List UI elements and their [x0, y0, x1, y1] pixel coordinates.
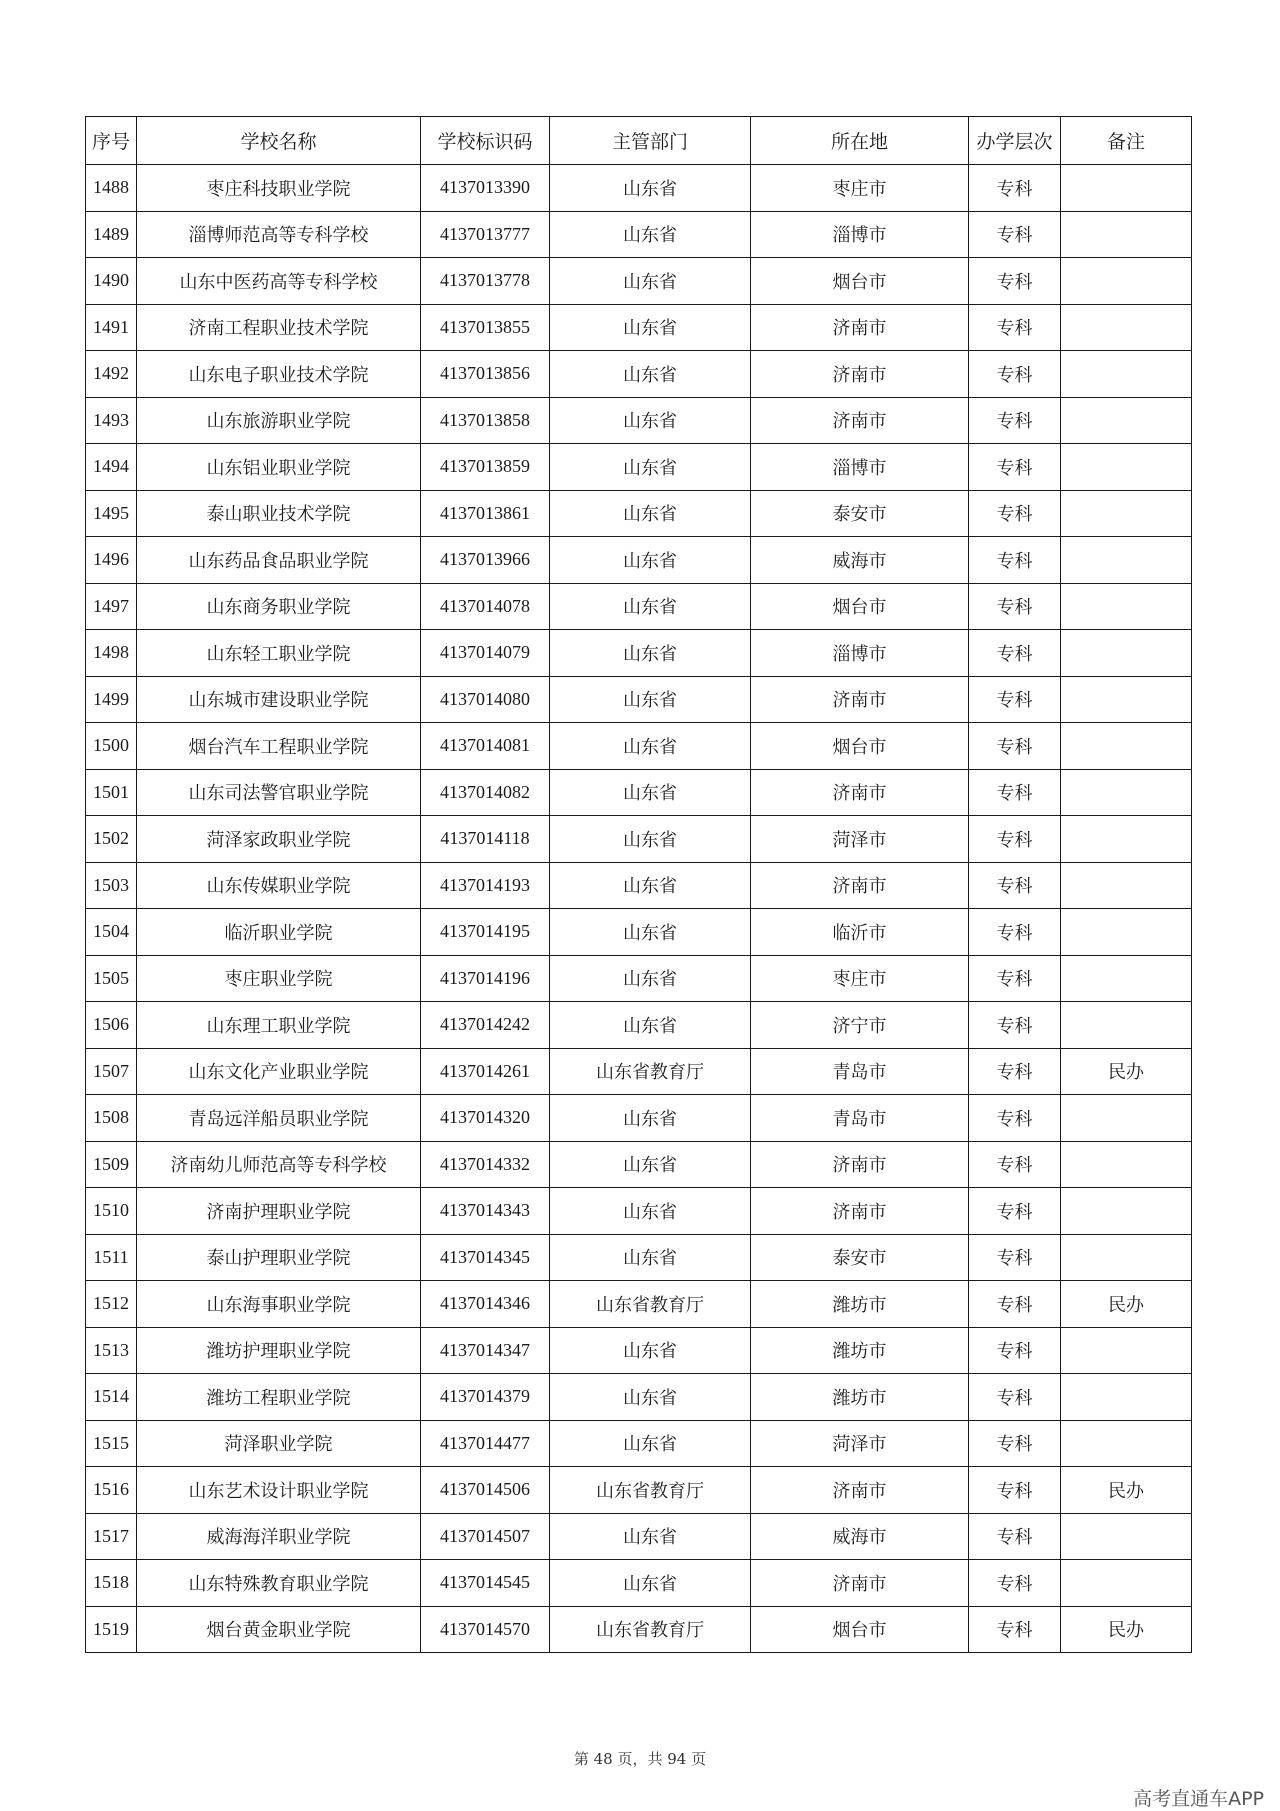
cell-school-name: 山东药品食品职业学院 [137, 537, 421, 584]
cell-level: 专科 [969, 1281, 1061, 1328]
cell-location: 济南市 [751, 1188, 969, 1235]
cell-school-code: 4137013777 [421, 211, 550, 258]
cell-department: 山东省 [550, 1513, 751, 1560]
cell-school-name: 淄博师范高等专科学校 [137, 211, 421, 258]
cell-level: 专科 [969, 1420, 1061, 1467]
cell-note: 民办 [1061, 1467, 1192, 1514]
cell-note [1061, 1234, 1192, 1281]
cell-school-name: 临沂职业学院 [137, 909, 421, 956]
cell-school-name: 山东轻工职业学院 [137, 630, 421, 677]
cell-location: 烟台市 [751, 583, 969, 630]
cell-school-code: 4137013778 [421, 258, 550, 305]
table-body [86, 165, 1192, 1653]
cell-school-code: 4137014332 [421, 1141, 550, 1188]
table-row [86, 816, 1192, 863]
cell-level: 专科 [969, 1467, 1061, 1514]
cell-level: 专科 [969, 397, 1061, 444]
cell-department: 山东省 [550, 211, 751, 258]
cell-school-code: 4137014477 [421, 1420, 550, 1467]
cell-level: 专科 [969, 211, 1061, 258]
cell-school-code: 4137014379 [421, 1374, 550, 1421]
cell-school-code: 4137014080 [421, 676, 550, 723]
table-row [86, 1234, 1192, 1281]
cell-department: 山东省教育厅 [550, 1606, 751, 1653]
cell-level: 专科 [969, 1234, 1061, 1281]
cell-department: 山东省 [550, 909, 751, 956]
cell-location: 潍坊市 [751, 1281, 969, 1328]
cell-note [1061, 723, 1192, 770]
cell-department: 山东省 [550, 723, 751, 770]
table-row [86, 1606, 1192, 1653]
table-row [86, 1327, 1192, 1374]
cell-school-code: 4137013855 [421, 304, 550, 351]
cell-department: 山东省 [550, 769, 751, 816]
header-school-name: 学校名称 [137, 117, 421, 165]
cell-school-code: 4137014507 [421, 1513, 550, 1560]
cell-note: 民办 [1061, 1606, 1192, 1653]
cell-school-name: 潍坊护理职业学院 [137, 1327, 421, 1374]
table-row [86, 258, 1192, 305]
cell-school-code: 4137014570 [421, 1606, 550, 1653]
cell-seq: 1502 [86, 816, 137, 863]
cell-location: 泰安市 [751, 1234, 969, 1281]
cell-location: 威海市 [751, 1513, 969, 1560]
table-row [86, 909, 1192, 956]
cell-seq: 1494 [86, 444, 137, 491]
cell-location: 济南市 [751, 769, 969, 816]
cell-school-name: 济南护理职业学院 [137, 1188, 421, 1235]
cell-school-code: 4137014545 [421, 1560, 550, 1607]
cell-school-code: 4137014320 [421, 1095, 550, 1142]
cell-school-code: 4137014196 [421, 955, 550, 1002]
cell-seq: 1498 [86, 630, 137, 677]
cell-location: 泰安市 [751, 490, 969, 537]
header-level: 办学层次 [969, 117, 1061, 165]
cell-department: 山东省 [550, 1374, 751, 1421]
table-row [86, 769, 1192, 816]
cell-note [1061, 955, 1192, 1002]
cell-school-name: 山东铝业职业学院 [137, 444, 421, 491]
cell-school-code: 4137013858 [421, 397, 550, 444]
cell-note [1061, 304, 1192, 351]
cell-school-code: 4137014261 [421, 1048, 550, 1095]
cell-school-name: 枣庄职业学院 [137, 955, 421, 1002]
cell-department: 山东省 [550, 490, 751, 537]
cell-seq: 1503 [86, 862, 137, 909]
cell-seq: 1511 [86, 1234, 137, 1281]
cell-seq: 1509 [86, 1141, 137, 1188]
table-row [86, 211, 1192, 258]
table-row [86, 537, 1192, 584]
table-row [86, 676, 1192, 723]
table-row [86, 397, 1192, 444]
cell-school-code: 4137014118 [421, 816, 550, 863]
cell-location: 青岛市 [751, 1095, 969, 1142]
cell-department: 山东省 [550, 1234, 751, 1281]
cell-school-code: 4137014343 [421, 1188, 550, 1235]
cell-school-code: 4137014506 [421, 1467, 550, 1514]
cell-level: 专科 [969, 955, 1061, 1002]
table-row [86, 1095, 1192, 1142]
table-row [86, 444, 1192, 491]
cell-department: 山东省 [550, 444, 751, 491]
cell-level: 专科 [969, 537, 1061, 584]
cell-level: 专科 [969, 1141, 1061, 1188]
cell-school-name: 菏泽家政职业学院 [137, 816, 421, 863]
table-row [86, 490, 1192, 537]
cell-seq: 1490 [86, 258, 137, 305]
cell-seq: 1508 [86, 1095, 137, 1142]
cell-department: 山东省 [550, 258, 751, 305]
table-row [86, 1467, 1192, 1514]
cell-school-name: 潍坊工程职业学院 [137, 1374, 421, 1421]
table-row [86, 1560, 1192, 1607]
cell-department: 山东省教育厅 [550, 1467, 751, 1514]
cell-seq: 1493 [86, 397, 137, 444]
header-seq: 序号 [86, 117, 137, 165]
cell-school-name: 山东特殊教育职业学院 [137, 1560, 421, 1607]
cell-location: 济南市 [751, 304, 969, 351]
cell-school-name: 山东文化产业职业学院 [137, 1048, 421, 1095]
cell-note: 民办 [1061, 1048, 1192, 1095]
cell-seq: 1492 [86, 351, 137, 398]
cell-location: 济南市 [751, 862, 969, 909]
cell-level: 专科 [969, 723, 1061, 770]
cell-department: 山东省 [550, 1560, 751, 1607]
cell-school-code: 4137014347 [421, 1327, 550, 1374]
cell-school-name: 青岛远洋船员职业学院 [137, 1095, 421, 1142]
cell-level: 专科 [969, 351, 1061, 398]
cell-level: 专科 [969, 1513, 1061, 1560]
table-row [86, 1048, 1192, 1095]
cell-level: 专科 [969, 304, 1061, 351]
cell-location: 济宁市 [751, 1002, 969, 1049]
table-row [86, 1374, 1192, 1421]
cell-note [1061, 1374, 1192, 1421]
cell-location: 济南市 [751, 397, 969, 444]
cell-level: 专科 [969, 444, 1061, 491]
cell-level: 专科 [969, 862, 1061, 909]
table-row [86, 304, 1192, 351]
cell-school-code: 4137014082 [421, 769, 550, 816]
cell-school-name: 烟台汽车工程职业学院 [137, 723, 421, 770]
cell-school-name: 威海海洋职业学院 [137, 1513, 421, 1560]
cell-school-name: 济南工程职业技术学院 [137, 304, 421, 351]
cell-department: 山东省 [550, 816, 751, 863]
cell-note [1061, 1095, 1192, 1142]
cell-school-code: 4137014195 [421, 909, 550, 956]
cell-level: 专科 [969, 165, 1061, 212]
cell-school-name: 烟台黄金职业学院 [137, 1606, 421, 1653]
cell-school-code: 4137013859 [421, 444, 550, 491]
table-row [86, 862, 1192, 909]
table-row [86, 1002, 1192, 1049]
cell-location: 淄博市 [751, 630, 969, 677]
cell-location: 菏泽市 [751, 816, 969, 863]
cell-location: 济南市 [751, 676, 969, 723]
cell-school-name: 山东城市建设职业学院 [137, 676, 421, 723]
table-row [86, 955, 1192, 1002]
cell-note [1061, 1513, 1192, 1560]
table-row [86, 1188, 1192, 1235]
cell-school-code: 4137013861 [421, 490, 550, 537]
table-row [86, 1420, 1192, 1467]
cell-note [1061, 1420, 1192, 1467]
cell-department: 山东省 [550, 1420, 751, 1467]
cell-school-name: 泰山护理职业学院 [137, 1234, 421, 1281]
header-school-code: 学校标识码 [421, 117, 550, 165]
table-header-row [86, 117, 1192, 165]
header-note: 备注 [1061, 117, 1192, 165]
cell-school-code: 4137014345 [421, 1234, 550, 1281]
school-list-table [85, 116, 1192, 1653]
cell-note [1061, 444, 1192, 491]
cell-note [1061, 816, 1192, 863]
cell-level: 专科 [969, 1188, 1061, 1235]
cell-department: 山东省教育厅 [550, 1048, 751, 1095]
table-row [86, 1281, 1192, 1328]
cell-department: 山东省 [550, 862, 751, 909]
cell-seq: 1497 [86, 583, 137, 630]
cell-note [1061, 862, 1192, 909]
page-number: 第 48 页，共 94 页 [573, 1750, 707, 1768]
cell-note [1061, 258, 1192, 305]
cell-seq: 1512 [86, 1281, 137, 1328]
cell-school-code: 4137014079 [421, 630, 550, 677]
cell-level: 专科 [969, 490, 1061, 537]
cell-school-code: 4137014193 [421, 862, 550, 909]
header-department: 主管部门 [550, 117, 751, 165]
cell-school-code: 4137014081 [421, 723, 550, 770]
cell-department: 山东省 [550, 1095, 751, 1142]
cell-seq: 1519 [86, 1606, 137, 1653]
cell-note [1061, 583, 1192, 630]
cell-seq: 1496 [86, 537, 137, 584]
cell-location: 济南市 [751, 1467, 969, 1514]
table-row [86, 1141, 1192, 1188]
table-row [86, 630, 1192, 677]
cell-level: 专科 [969, 1606, 1061, 1653]
table-row [86, 165, 1192, 212]
table-row [86, 723, 1192, 770]
cell-department: 山东省 [550, 304, 751, 351]
cell-location: 威海市 [751, 537, 969, 584]
cell-level: 专科 [969, 1327, 1061, 1374]
cell-location: 枣庄市 [751, 955, 969, 1002]
cell-department: 山东省 [550, 1002, 751, 1049]
cell-school-code: 4137013856 [421, 351, 550, 398]
cell-location: 济南市 [751, 1560, 969, 1607]
cell-note [1061, 1560, 1192, 1607]
cell-seq: 1504 [86, 909, 137, 956]
cell-department: 山东省 [550, 537, 751, 584]
cell-location: 烟台市 [751, 723, 969, 770]
cell-department: 山东省 [550, 165, 751, 212]
cell-note [1061, 397, 1192, 444]
cell-department: 山东省 [550, 1327, 751, 1374]
cell-department: 山东省 [550, 1141, 751, 1188]
cell-note [1061, 630, 1192, 677]
cell-school-name: 山东理工职业学院 [137, 1002, 421, 1049]
cell-school-name: 山东司法警官职业学院 [137, 769, 421, 816]
cell-location: 菏泽市 [751, 1420, 969, 1467]
cell-school-name: 枣庄科技职业学院 [137, 165, 421, 212]
cell-location: 潍坊市 [751, 1374, 969, 1421]
cell-note [1061, 537, 1192, 584]
cell-seq: 1505 [86, 955, 137, 1002]
cell-department: 山东省 [550, 630, 751, 677]
cell-school-code: 4137014242 [421, 1002, 550, 1049]
cell-location: 淄博市 [751, 444, 969, 491]
cell-note [1061, 769, 1192, 816]
cell-location: 济南市 [751, 351, 969, 398]
cell-department: 山东省 [550, 583, 751, 630]
table-row [86, 351, 1192, 398]
cell-school-name: 泰山职业技术学院 [137, 490, 421, 537]
cell-department: 山东省 [550, 397, 751, 444]
cell-level: 专科 [969, 630, 1061, 677]
cell-level: 专科 [969, 1002, 1061, 1049]
cell-note [1061, 676, 1192, 723]
cell-seq: 1515 [86, 1420, 137, 1467]
cell-school-name: 菏泽职业学院 [137, 1420, 421, 1467]
cell-seq: 1499 [86, 676, 137, 723]
cell-seq: 1488 [86, 165, 137, 212]
cell-seq: 1510 [86, 1188, 137, 1235]
cell-location: 临沂市 [751, 909, 969, 956]
cell-seq: 1506 [86, 1002, 137, 1049]
cell-school-name: 山东艺术设计职业学院 [137, 1467, 421, 1514]
cell-school-name: 山东海事职业学院 [137, 1281, 421, 1328]
cell-school-name: 山东中医药高等专科学校 [137, 258, 421, 305]
cell-department: 山东省教育厅 [550, 1281, 751, 1328]
cell-level: 专科 [969, 583, 1061, 630]
cell-seq: 1501 [86, 769, 137, 816]
cell-note [1061, 1141, 1192, 1188]
cell-department: 山东省 [550, 955, 751, 1002]
cell-seq: 1517 [86, 1513, 137, 1560]
cell-level: 专科 [969, 676, 1061, 723]
cell-seq: 1514 [86, 1374, 137, 1421]
cell-school-name: 山东传媒职业学院 [137, 862, 421, 909]
cell-school-code: 4137014346 [421, 1281, 550, 1328]
cell-seq: 1489 [86, 211, 137, 258]
cell-seq: 1518 [86, 1560, 137, 1607]
cell-seq: 1513 [86, 1327, 137, 1374]
cell-level: 专科 [969, 1374, 1061, 1421]
cell-seq: 1495 [86, 490, 137, 537]
cell-school-name: 山东旅游职业学院 [137, 397, 421, 444]
cell-level: 专科 [969, 909, 1061, 956]
cell-location: 潍坊市 [751, 1327, 969, 1374]
table-row [86, 1513, 1192, 1560]
cell-level: 专科 [969, 769, 1061, 816]
cell-note [1061, 1327, 1192, 1374]
cell-location: 淄博市 [751, 211, 969, 258]
cell-level: 专科 [969, 1560, 1061, 1607]
cell-seq: 1491 [86, 304, 137, 351]
cell-level: 专科 [969, 1048, 1061, 1095]
cell-school-name: 山东商务职业学院 [137, 583, 421, 630]
cell-location: 烟台市 [751, 258, 969, 305]
cell-seq: 1516 [86, 1467, 137, 1514]
cell-level: 专科 [969, 1095, 1061, 1142]
cell-school-name: 山东电子职业技术学院 [137, 351, 421, 398]
cell-note [1061, 351, 1192, 398]
cell-note [1061, 1002, 1192, 1049]
cell-school-code: 4137013390 [421, 165, 550, 212]
cell-note [1061, 1188, 1192, 1235]
cell-location: 青岛市 [751, 1048, 969, 1095]
cell-school-code: 4137013966 [421, 537, 550, 584]
cell-school-code: 4137014078 [421, 583, 550, 630]
cell-note [1061, 211, 1192, 258]
cell-note [1061, 909, 1192, 956]
cell-level: 专科 [969, 816, 1061, 863]
cell-department: 山东省 [550, 676, 751, 723]
cell-location: 烟台市 [751, 1606, 969, 1653]
cell-school-name: 济南幼儿师范高等专科学校 [137, 1141, 421, 1188]
watermark-logo-text: 高考直通车APP [1133, 1788, 1264, 1810]
cell-department: 山东省 [550, 1188, 751, 1235]
cell-location: 济南市 [751, 1141, 969, 1188]
cell-seq: 1507 [86, 1048, 137, 1095]
cell-level: 专科 [969, 258, 1061, 305]
table-row [86, 583, 1192, 630]
cell-note: 民办 [1061, 1281, 1192, 1328]
cell-note [1061, 165, 1192, 212]
cell-note [1061, 490, 1192, 537]
cell-location: 枣庄市 [751, 165, 969, 212]
cell-department: 山东省 [550, 351, 751, 398]
cell-seq: 1500 [86, 723, 137, 770]
header-location: 所在地 [751, 117, 969, 165]
